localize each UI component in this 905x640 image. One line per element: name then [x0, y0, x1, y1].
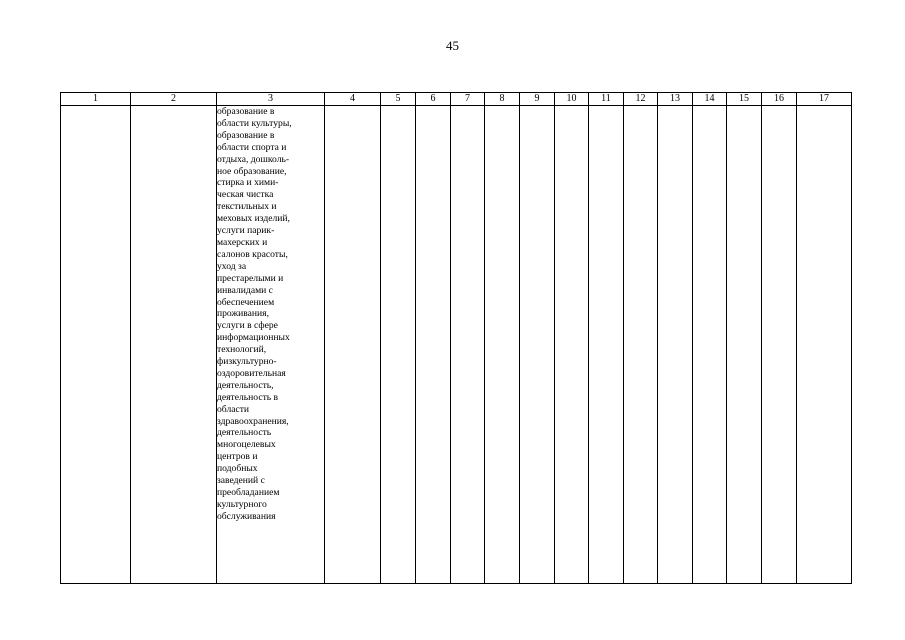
table-cell-col-6	[416, 106, 451, 584]
cell-text-line: подобных	[217, 463, 258, 475]
cell-text-line: области спорта и	[217, 141, 287, 153]
cell-text-line: ческая чистка	[217, 189, 274, 201]
column-header-10: 10	[555, 93, 589, 106]
table-row	[61, 106, 852, 584]
cell-text-line: центров и	[217, 451, 258, 463]
table-cell-col-3	[217, 106, 325, 584]
cell-text-line: области	[217, 403, 250, 415]
cell-text-line: деятельность	[217, 427, 272, 439]
cell-text-line: услуги парик-	[217, 225, 275, 237]
table-cell-col-12	[624, 106, 658, 584]
cell-text-line: проживания,	[217, 308, 269, 320]
cell-text-line: здравоохранения,	[217, 415, 289, 427]
cell-text-line: образование в	[217, 106, 275, 117]
cell-text-line: культурного	[217, 498, 267, 510]
cell-text-line: области культуры,	[217, 117, 292, 129]
page-number: 45	[446, 38, 459, 53]
cell-text-line: деятельность в	[217, 391, 279, 403]
table-cell-col-11	[589, 106, 624, 584]
column-header-9: 9	[520, 93, 555, 106]
table-cell-col-5	[381, 106, 416, 584]
cell-text-line: преобладанием	[217, 487, 280, 498]
column-header-13: 13	[658, 93, 693, 106]
column-header-6: 6	[416, 93, 451, 106]
cell-text-line: махерских и	[217, 236, 268, 248]
column-header-1: 1	[61, 93, 131, 106]
cell-text-line: стирка и хими-	[217, 177, 279, 189]
table-cell-col-8	[485, 106, 520, 584]
column-header-12: 12	[624, 93, 658, 106]
cell-text-line: обеспечением	[217, 296, 275, 308]
column-header-11: 11	[589, 93, 624, 106]
table-cell-col-16	[762, 106, 797, 584]
cell-text-line: информационных	[217, 332, 290, 344]
column-header-15: 15	[727, 93, 762, 106]
cell-text-line: текстильных и	[217, 201, 277, 213]
cell-text-line: многоцелевых	[217, 439, 276, 451]
cell-text-line: физкультурно-	[217, 356, 277, 368]
cell-text-line: технологий,	[217, 344, 267, 356]
table-cell-col-4	[325, 106, 381, 584]
cell-text-line: образование в	[217, 129, 275, 141]
cell-text-line: меховых изделий,	[217, 213, 290, 225]
cell-text-line: престарелыми и	[217, 272, 284, 284]
table-cell-col-13	[658, 106, 693, 584]
column-header-8: 8	[485, 93, 520, 106]
column-header-7: 7	[451, 93, 485, 106]
column-header-14: 14	[693, 93, 727, 106]
cell-text-line: отдыха, дошколь-	[217, 153, 290, 165]
table-cell-col-15	[727, 106, 762, 584]
column-header-3: 3	[217, 93, 325, 106]
column-header-5: 5	[381, 93, 416, 106]
cell-text-line: услуги в сфере	[217, 320, 278, 332]
column-header-16: 16	[762, 93, 797, 106]
column-header-17: 17	[797, 93, 852, 106]
data-table	[60, 92, 852, 584]
cell-text-line: ное образование,	[217, 165, 287, 177]
table-cell-col-17	[797, 106, 852, 584]
column-header-2: 2	[131, 93, 217, 106]
column-header-4: 4	[325, 93, 381, 106]
table-cell-col-9	[520, 106, 555, 584]
table-cell-col-2	[131, 106, 217, 584]
table-cell-col-7	[451, 106, 485, 584]
cell-text-line: салонов красоты,	[217, 248, 288, 260]
cell-text-line: заведений с	[217, 475, 265, 487]
cell-text-line: инвалидами с	[217, 284, 273, 296]
table-cell-col-10	[555, 106, 589, 584]
table-cell-col-14	[693, 106, 727, 584]
table-cell-col-1	[61, 106, 131, 584]
cell-text-line: уход за	[217, 260, 247, 272]
cell-text-line: обслуживания	[217, 510, 276, 522]
cell-text-line: деятельность,	[217, 379, 274, 391]
header-row	[61, 93, 852, 106]
cell-text-line: оздоровительная	[217, 367, 286, 379]
